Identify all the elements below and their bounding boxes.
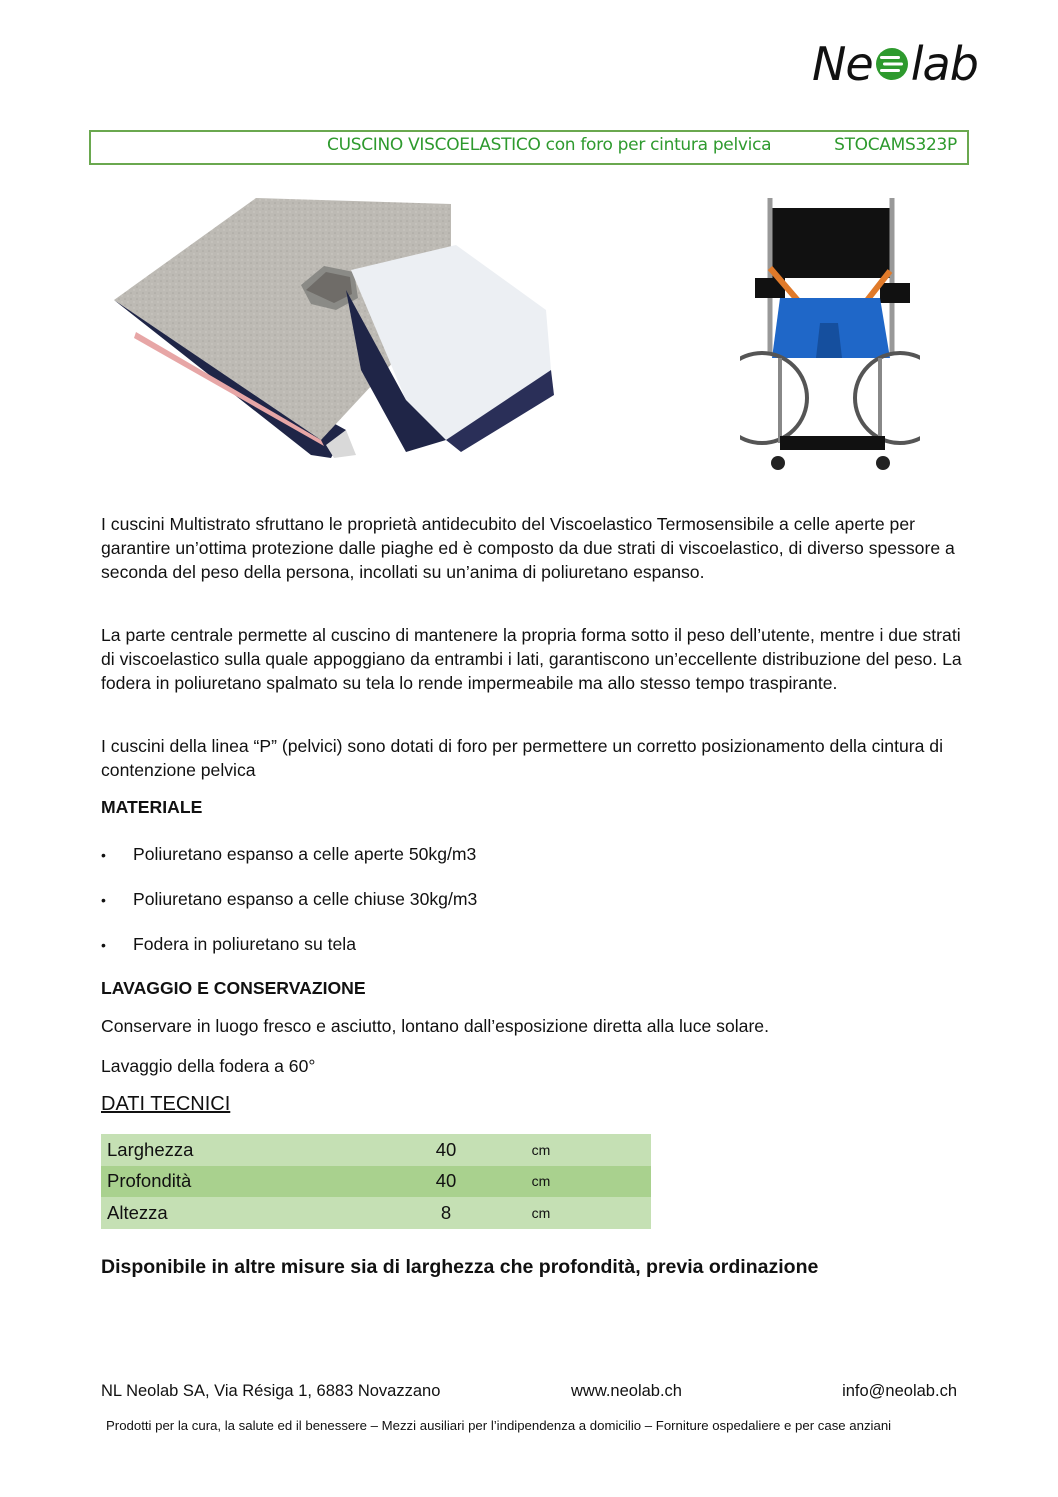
material-item-text: Poliuretano espanso a celle aperte 50kg/m3 xyxy=(133,844,477,864)
specs-heading: DATI TECNICI xyxy=(101,1093,231,1115)
cushion-photo xyxy=(106,190,566,470)
care-line-storage: Conservare in luogo fresco e asciutto, lontano dall’esposizione diretta alla luce solare. xyxy=(101,1016,769,1036)
spec-name: Larghezza xyxy=(107,1138,194,1160)
table-row xyxy=(101,1197,651,1229)
bullet-icon: • xyxy=(101,937,106,953)
material-item xyxy=(101,844,476,866)
description-paragraph-2: La parte centrale permette al cuscino di mantenere la propria forma sotto il peso dell’utente, mentre i due strati di viscoelastico sulla quale appoggiano da entrambi i lati, garantiscono un’eccellente distribuzione del peso. La fodera in poliuretano spalmato su tela lo rende impermeabile ma allo stesso tempo traspirante. xyxy=(101,625,962,693)
material-item xyxy=(101,889,477,911)
specs-table xyxy=(101,1134,651,1229)
availability-note: Disponibile in altre misure sia di larghezza che profondità, previa ordinazione xyxy=(101,1256,819,1278)
spec-name: Altezza xyxy=(107,1201,168,1223)
spec-value: 8 xyxy=(440,1201,452,1223)
description-paragraph-1: I cuscini Multistrato sfruttano le proprietà antidecubito del Viscoelastico Termosensibile a celle aperte per garantire un’ottima protezione dalle piaghe ed è composto da due strati di viscoelastico, di diverso spessore a seconda del peso della persona, incollati su un’anima di poliuretano espanso. xyxy=(101,514,955,582)
product-title: CUSCINO VISCOELASTICO con foro per cintura pelvica xyxy=(327,135,772,155)
wheelchair-photo xyxy=(740,193,920,478)
description-paragraph-3: I cuscini della linea “P” (pelvici) sono dotati di foro per permettere un corretto posizionamento della cintura di contenzione pelvica xyxy=(101,736,943,780)
product-title-bar xyxy=(89,130,969,165)
material-item-text: Fodera in poliuretano su tela xyxy=(133,934,356,954)
bullet-icon: • xyxy=(101,847,106,863)
material-item xyxy=(101,934,356,956)
footer-tagline: Prodotti per la cura, la salute ed il benessere – Mezzi ausiliari per l’indipendenza a domicilio – Forniture ospedaliere e per case anziani xyxy=(106,1418,892,1433)
footer-website-link[interactable]: www.neolab.ch xyxy=(571,1382,682,1400)
spec-value: 40 xyxy=(435,1170,457,1192)
bullet-icon: • xyxy=(101,892,106,908)
logo-suffix: lab xyxy=(910,37,978,91)
neolab-logo xyxy=(812,36,1012,92)
spec-unit: cm xyxy=(531,1204,551,1221)
product-code: STOCAMS323P xyxy=(834,135,957,155)
spec-unit: cm xyxy=(531,1173,551,1190)
spec-value: 40 xyxy=(435,1138,457,1160)
footer-address: NL Neolab SA, Via Résiga 1, 6883 Novazzano xyxy=(101,1382,441,1400)
logo-prefix: Ne xyxy=(812,37,873,91)
table-row xyxy=(101,1166,651,1198)
spec-name: Profondità xyxy=(107,1170,192,1192)
material-item-text: Poliuretano espanso a celle chiuse 30kg/m3 xyxy=(133,889,478,909)
spec-unit: cm xyxy=(531,1141,551,1158)
material-heading: MATERIALE xyxy=(101,797,203,817)
care-heading: LAVAGGIO E CONSERVAZIONE xyxy=(101,978,366,998)
table-row xyxy=(101,1134,651,1166)
logo-o-icon xyxy=(874,46,910,82)
footer-email-link[interactable]: info@neolab.ch xyxy=(842,1382,957,1400)
care-line-washing: Lavaggio della fodera a 60° xyxy=(101,1056,316,1076)
